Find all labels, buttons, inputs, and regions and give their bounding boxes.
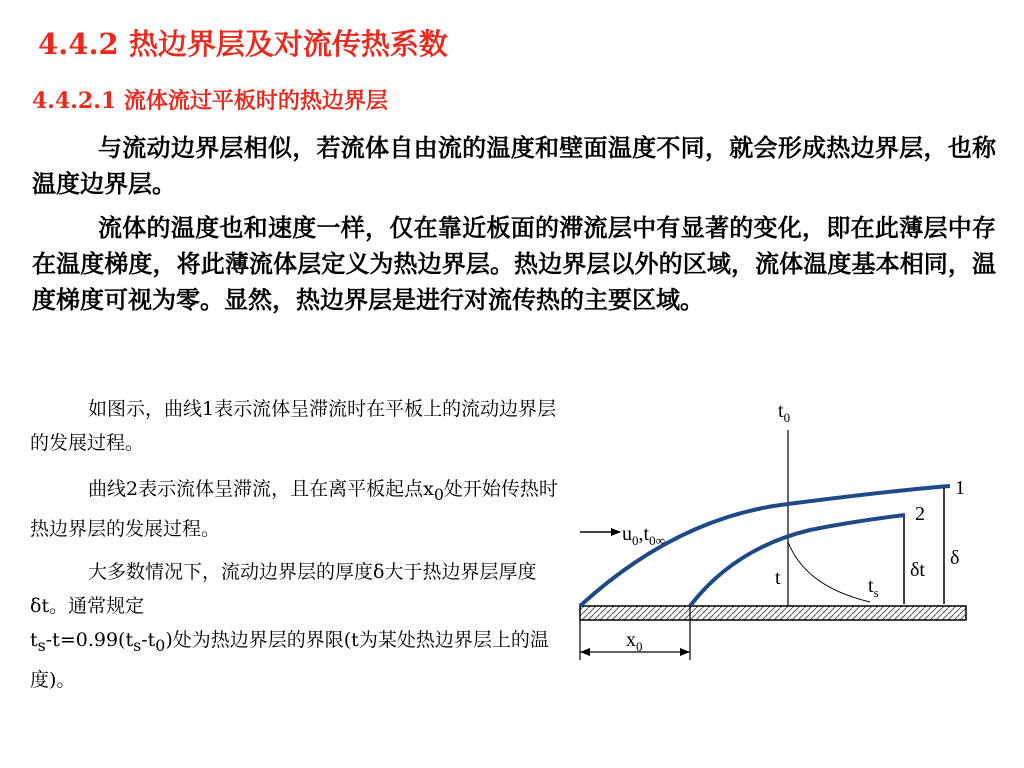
x0-arrow-right: [680, 648, 690, 656]
curve-1-label: 1: [955, 477, 965, 499]
t0-label: $t_0$: [778, 400, 791, 425]
x0-label: $x_0$: [626, 629, 643, 654]
section-subtitle: 4.4.2.1 流体流过平板时的热边界层: [32, 88, 388, 114]
paragraph-definition: 流体的温度也和速度一样，仅在靠近板面的滞流层中有显著的变化，即在此薄层中存在温度梯度，将此薄流体层定义为热边界层。热边界层以外的区域，流体温度基本相同，温度梯度可视为零。显然，热边界层是进行对流传热的主要区域。: [32, 213, 996, 314]
flat-plate: [580, 606, 966, 620]
t-label: t: [775, 567, 781, 589]
temperature-profile-curve: [788, 542, 870, 602]
side-text-curve2: 曲线2表示流体呈滞流，且在离平板起点$x_0$处开始传热时热边界层的发展过程。: [30, 478, 558, 540]
delta-label: δ: [950, 547, 960, 569]
page-title: 4.4.2 热边界层及对流传热系数: [38, 27, 448, 61]
paragraph-intro: 与流动边界层相似，若流体自由流的温度和壁面温度不同，就会形成热边界层，也称温度边界层。: [32, 133, 996, 198]
ts-label: $t_s$: [868, 575, 879, 600]
x0-arrow-left: [580, 648, 590, 656]
side-text-criterion: 大多数情况下，流动边界层的厚度δ大于热边界层厚度δt。通常规定 $t_s-t=0.99(t_s-t_0)$处为热边界层的界限(t为某处热边界层上的温度)。: [30, 561, 549, 691]
curve-2-label: 2: [915, 503, 925, 525]
u0-t0-label: $u_0,t_{0\infty}$: [622, 523, 665, 548]
boundary-layer-diagram: [570, 392, 1020, 692]
side-text-curve1: 如图示，曲线1表示流体呈滞流时在平板上的流动边界层的发展过程。: [30, 398, 557, 454]
delta-t-label: δt: [910, 559, 925, 581]
